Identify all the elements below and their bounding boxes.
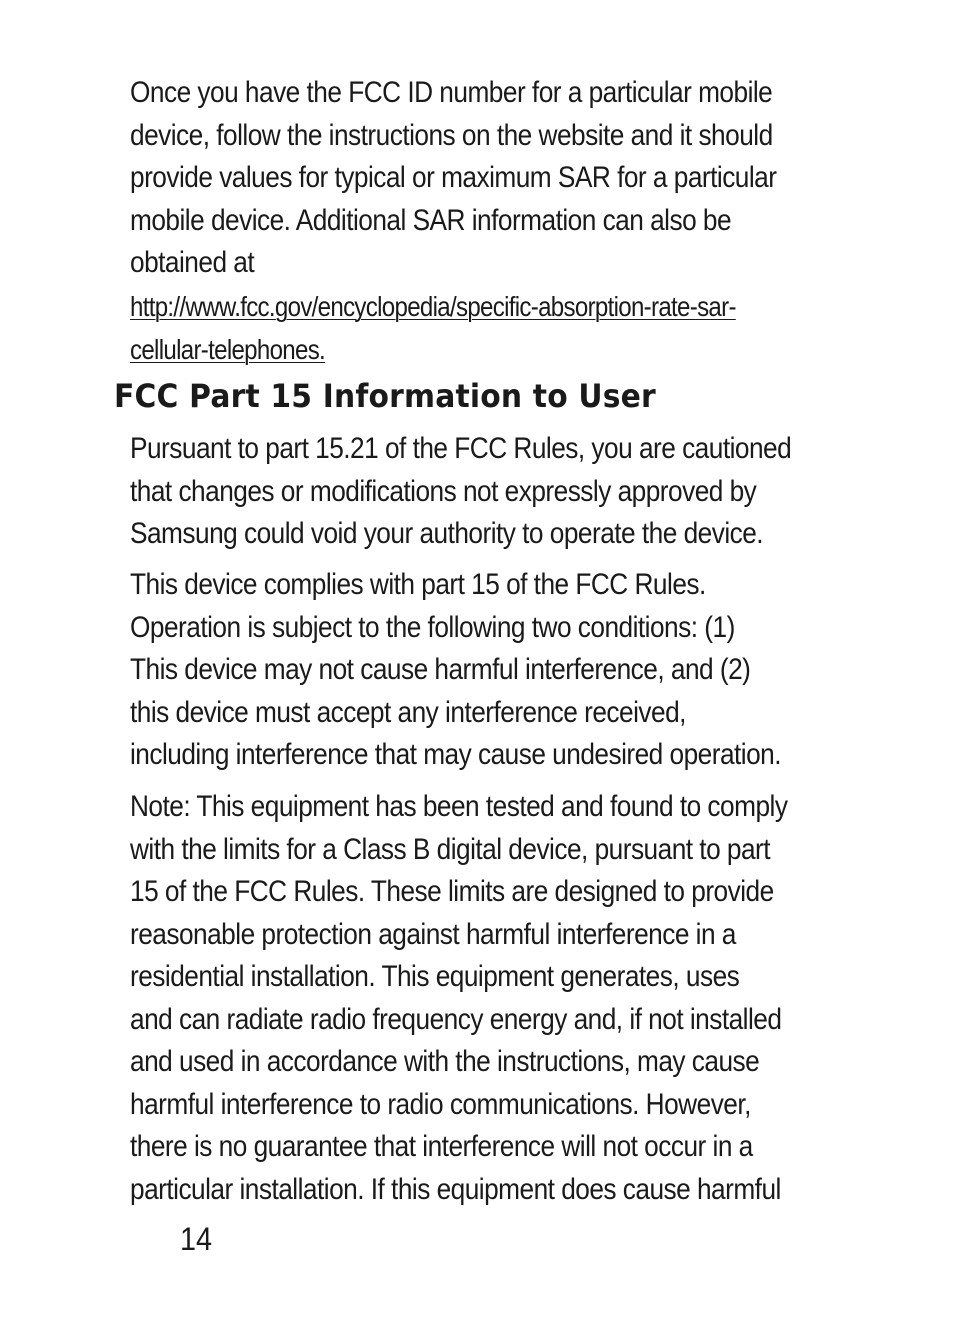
intro-line: Once you have the FCC ID number for a particular mobile: [130, 76, 773, 109]
note-line: reasonable protection against harmful interference in a: [130, 917, 736, 951]
intro-line: device, follow the instructions on the website and it should: [130, 118, 773, 152]
compliance-paragraph: [130, 564, 865, 777]
note-line: and can radiate radio frequency energy and, if not installed: [130, 1002, 782, 1036]
page-number: 14: [180, 1221, 213, 1257]
note-line: Note: This equipment has been tested and found to comply: [130, 790, 788, 823]
compliance-line: this device must accept any interference received,: [130, 695, 686, 729]
note-line: there is no guarantee that interference will not occur in a: [130, 1130, 753, 1163]
note-line: 15 of the FCC Rules. These limits are designed to provide: [130, 875, 774, 908]
note-line: particular installation. If this equipment does cause harmful: [130, 1172, 781, 1206]
note-line: harmful interference to radio communications. However,: [130, 1087, 751, 1121]
sar-link-line: cellular-telephones.: [130, 333, 326, 365]
sar-link-line: http://www.fcc.gov/encyclopedia/specific-absorption-rate-sar-: [130, 291, 736, 322]
intro-line: provide values for typical or maximum SAR for a particular: [130, 161, 777, 194]
caution-paragraph: [130, 428, 865, 556]
caution-line: Samsung could void your authority to operate the device.: [130, 517, 764, 550]
note-paragraph: [130, 786, 865, 1211]
note-line: and used in accordance with the instructions, may cause: [130, 1045, 760, 1078]
section-heading: FCC Part 15 Information to User: [114, 377, 656, 415]
compliance-line: This device complies with part 15 of the FCC Rules.: [130, 568, 706, 601]
compliance-line: including interference that may cause undesired operation.: [130, 738, 782, 771]
sar-info-link[interactable]: [130, 286, 870, 371]
compliance-line: This device may not cause harmful interference, and (2): [130, 653, 751, 686]
note-line: residential installation. This equipment generates, uses: [130, 960, 740, 993]
intro-line: mobile device. Additional SAR information can also be: [130, 203, 732, 237]
intro-paragraph: [130, 72, 865, 285]
compliance-line: Operation is subject to the following two conditions: (1): [130, 610, 735, 644]
caution-line: Pursuant to part 15.21 of the FCC Rules, you are cautioned: [130, 432, 792, 465]
caution-line: that changes or modifications not expressly approved by: [130, 474, 757, 508]
note-line: with the limits for a Class B digital device, pursuant to part: [130, 832, 771, 866]
intro-line: obtained at: [130, 246, 255, 279]
